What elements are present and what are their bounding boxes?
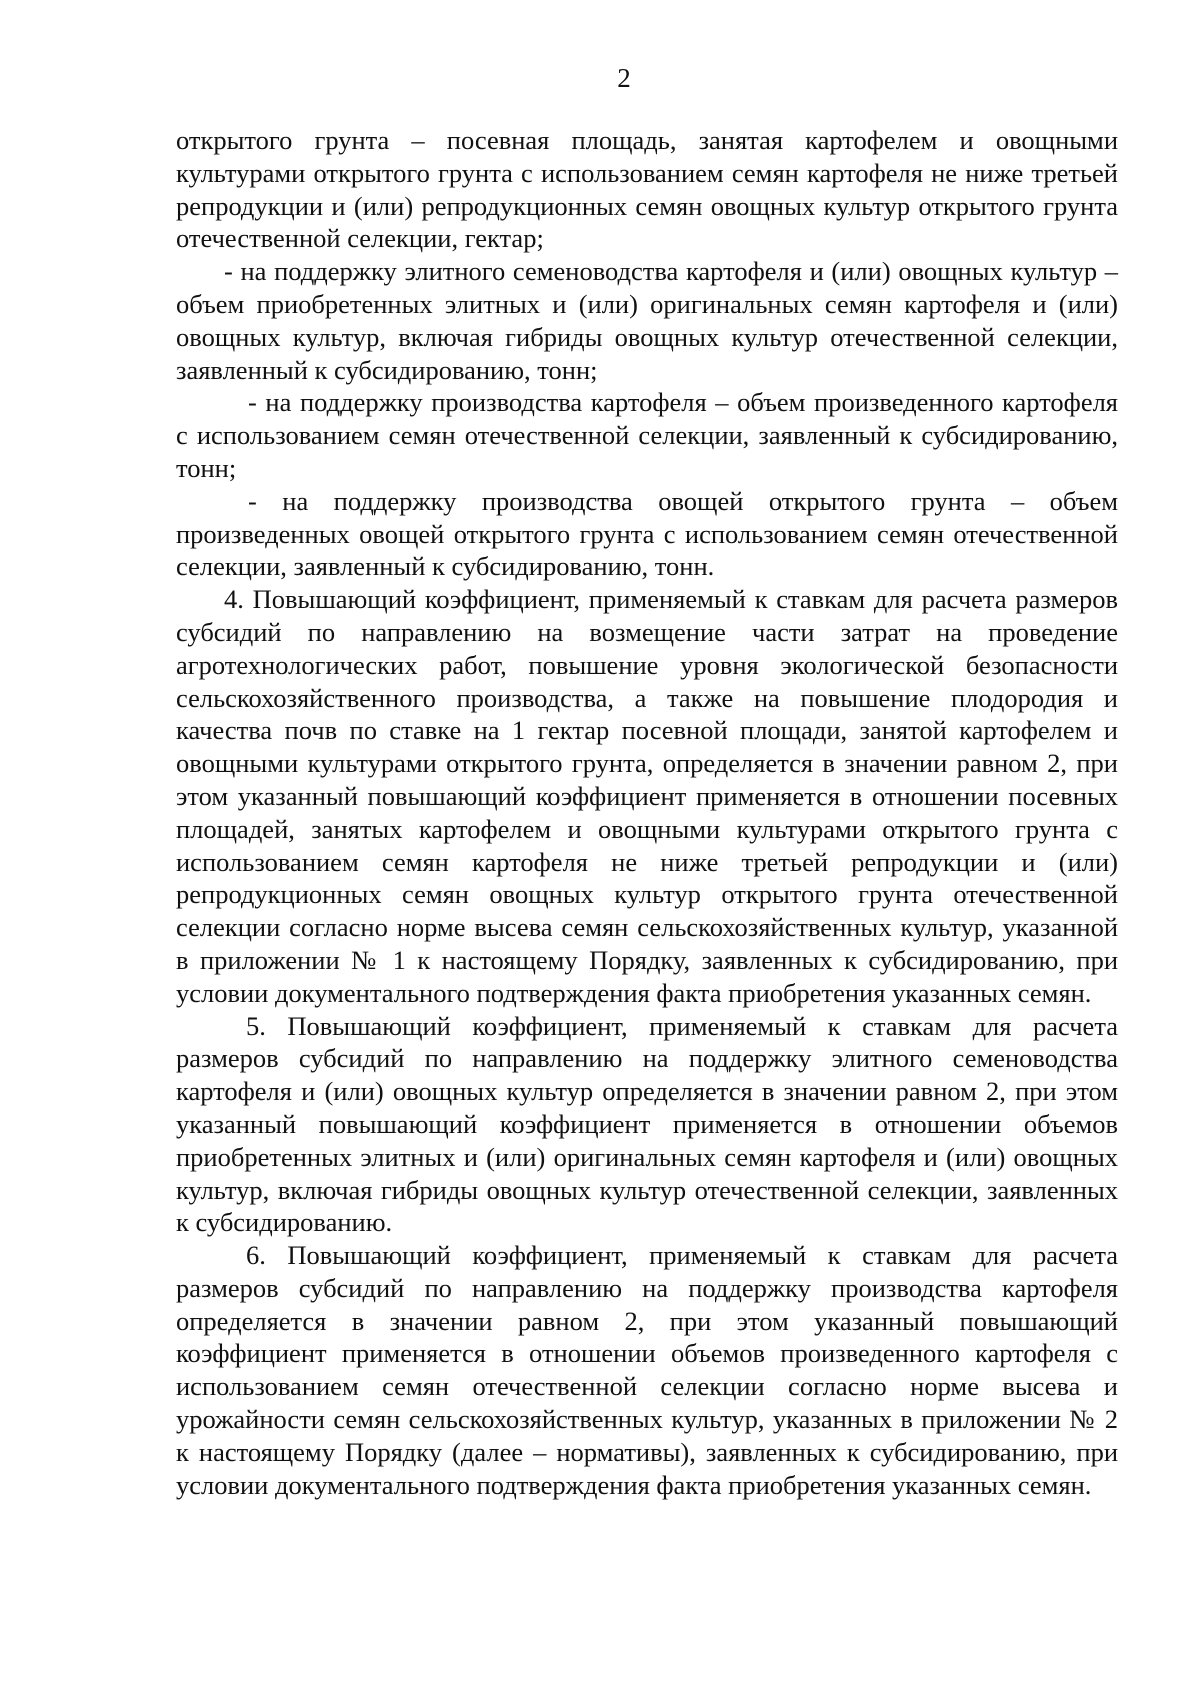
paragraph-item-5: 5. Повышающий коэффициент, применяемый к ставкам для расчета размеров субсидий по направлению на поддержку элитного семеноводства картофеля и (или) овощных культур определяется в значении равном 2, при этом указанный повышающий коэффициент применяется в отношении объемов приобретенных элитных и (или) оригинальных семян картофеля и (или) овощных культур, включая гибриды овощных культур отечественной селекции, заявленных к субсидированию.: [176, 1010, 1118, 1238]
paragraph-potato-production: - на поддержку производства картофеля – объем произведенного картофеля с использованием семян отечественной селекции, заявленный к субсидированию, тонн;: [176, 387, 1118, 483]
paragraph-continuation: открытого грунта – посевная площадь, занятая картофелем и овощными культурами открытого грунта с использованием семян картофеля не ниже третьей репродукции и (или) репродукционных семян овощных культур открытого грунта отечественной селекции, гектар;: [176, 125, 1118, 254]
page-number: 2: [617, 63, 631, 93]
paragraph-item-6: 6. Повышающий коэффициент, применяемый к ставкам для расчета размеров субсидий по направлению на поддержку производства картофеля определяется в значении равном 2, при этом указанный повышающий коэффициент применяется в отношении объемов произведенного картофеля с использованием семян отечественной селекции согласно норме высева и урожайности семян сельскохозяйственных культур, указанных в приложении № 2 к настоящему Порядку (далее – нормативы), заявленных к субсидированию, при условии документального подтверждения факта приобретения указанных семян.: [176, 1240, 1118, 1500]
paragraph-vegetable-production: - на поддержку производства овощей открытого грунта – объем произведенных овощей открытого грунта с использованием семян отечественной селекции, заявленный к субсидированию, тонн.: [176, 485, 1118, 582]
paragraph-item-4: 4. Повышающий коэффициент, применяемый к ставкам для расчета размеров субсидий по направлению на возмещение части затрат на проведение агротехнологических работ, повышение уровня экологической безопасности сельскохозяйственного производства, а также на повышение плодородия и качества почв по ставке на 1 гектар посевной площади, занятой картофелем и овощными культурами открытого грунта, определяется в значении равном 2, при этом указанный повышающий коэффициент применяется в отношении посевных площадей, занятых картофелем и овощными культурами открытого грунта с использованием семян картофеля не ниже третьей репродукции и (или) репродукционных семян овощных культур открытого грунта отечественной селекции согласно норме высева семян сельскохозяйственных культур, указанной в приложении № 1 к настоящему Порядку, заявленных к субсидированию, при условии документального подтверждения факта приобретения указанных семян.: [176, 584, 1118, 1008]
paragraph-elite-seed-support: - на поддержку элитного семеноводства картофеля и (или) овощных культур – объем приобретенных элитных и (или) оригинальных семян картофеля и (или) овощных культур, включая гибриды овощных культур отечественной селекции, заявленный к субсидированию, тонн;: [176, 256, 1118, 385]
document-body: [176, 124, 1118, 1501]
